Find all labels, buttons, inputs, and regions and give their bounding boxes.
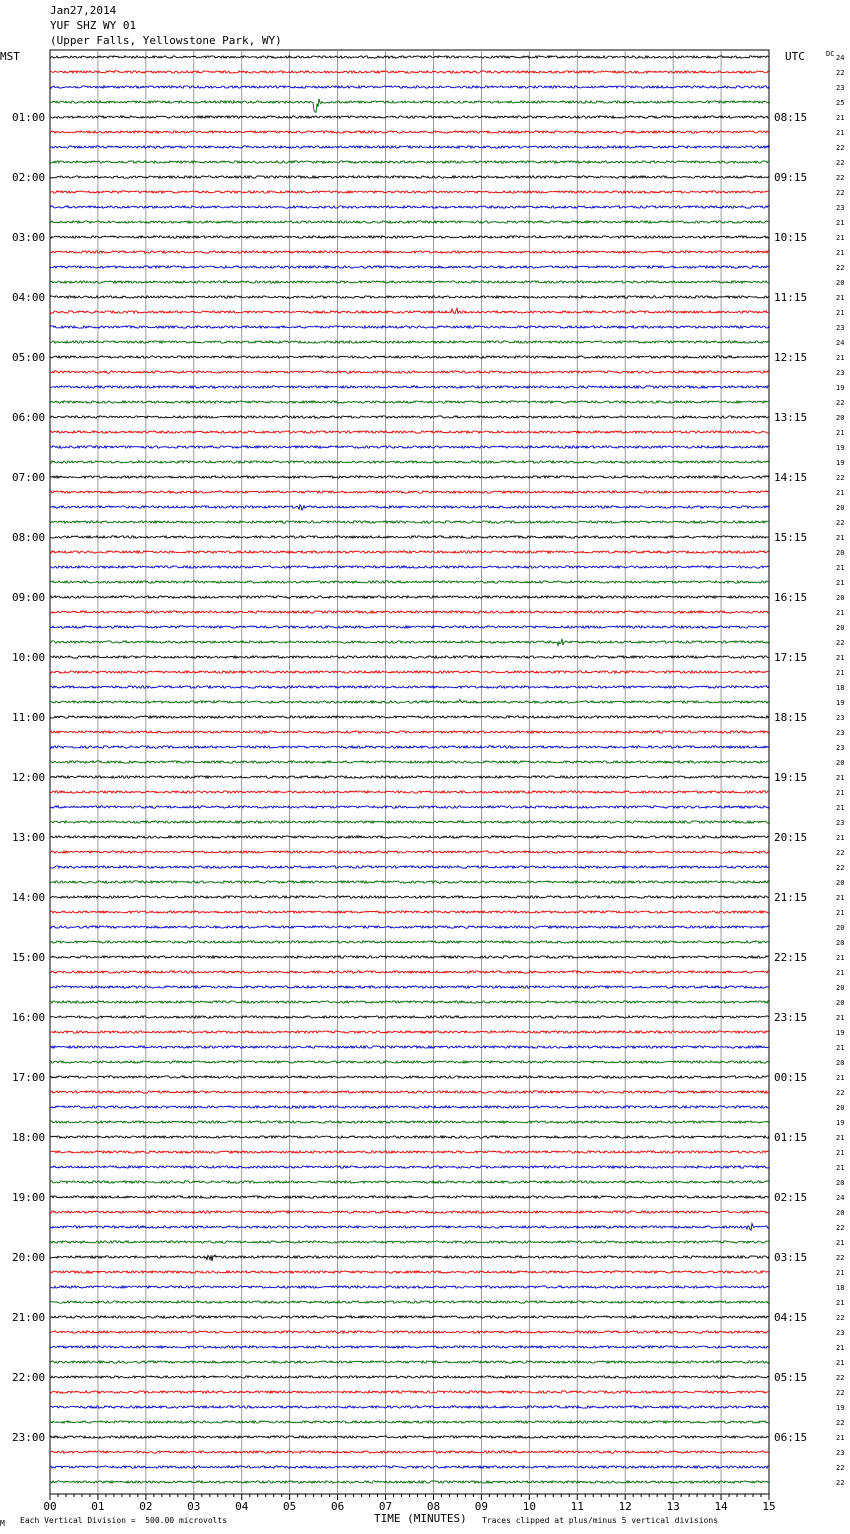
trace-row	[50, 881, 769, 883]
trace-row	[50, 626, 769, 628]
dc-value: 20	[836, 549, 845, 557]
dc-value: 20	[836, 624, 845, 632]
trace-row	[50, 176, 769, 178]
right-hour-label: 18:15	[774, 711, 808, 724]
trace-row	[50, 596, 769, 598]
left-hour-label: 17:00	[12, 1071, 46, 1084]
trace-row	[50, 146, 769, 148]
right-hour-label: 02:15	[774, 1191, 808, 1204]
dc-value: 20	[836, 984, 845, 992]
dc-value: 22	[836, 144, 845, 152]
trace-row	[50, 161, 769, 163]
left-hour-label: 11:00	[12, 711, 46, 724]
x-tick-label: 15	[762, 1500, 776, 1513]
right-hour-label: 15:15	[774, 531, 808, 544]
right-hour-label: 08:15	[774, 111, 808, 124]
trace-row	[50, 1481, 769, 1483]
dc-value: 22	[836, 519, 845, 527]
trace-row	[50, 401, 769, 403]
dc-value: 20	[836, 759, 845, 767]
dc-value: 24	[836, 1194, 845, 1202]
clip-note: Traces clipped at plus/minus 5 vertical divisions	[482, 1516, 719, 1525]
dc-value: 20	[836, 414, 845, 422]
dc-value: 21	[836, 1239, 845, 1247]
trace-row	[50, 266, 769, 268]
dc-value: 21	[836, 1074, 845, 1082]
dc-value: 19	[836, 444, 845, 452]
trace-row	[50, 461, 769, 463]
trace-row	[50, 731, 769, 733]
trace-row	[50, 1316, 769, 1318]
x-tick-label: 02	[139, 1500, 153, 1513]
dc-value: 20	[836, 939, 845, 947]
trace-row	[50, 1271, 769, 1273]
left-hour-label: 12:00	[12, 771, 46, 784]
trace-row	[50, 1301, 769, 1303]
trace-row	[50, 1436, 769, 1438]
trace-row	[50, 971, 769, 973]
trace-row	[50, 1181, 769, 1183]
x-tick-label: 06	[330, 1500, 345, 1513]
trace-row	[50, 116, 769, 118]
dc-value: 22	[836, 1224, 845, 1232]
dc-value: 22	[836, 189, 845, 197]
right-hour-label: 22:15	[774, 951, 808, 964]
trace-row	[50, 1421, 769, 1423]
x-tick-label: 11	[570, 1500, 584, 1513]
dc-value: 21	[836, 909, 845, 917]
trace-row	[50, 1196, 769, 1198]
scale-note: Each Vertical Division = 500.00 microvolts	[20, 1516, 228, 1525]
trace-row	[50, 296, 769, 298]
dc-value: 22	[836, 849, 845, 857]
trace-row	[50, 1361, 769, 1363]
trace-row	[50, 746, 769, 748]
dc-value: 21	[836, 249, 845, 257]
trace-row	[50, 1121, 769, 1123]
trace-row	[50, 851, 769, 853]
right-hour-label: 09:15	[774, 171, 808, 184]
trace-row	[50, 911, 769, 913]
x-tick-label: 03	[187, 1500, 201, 1513]
trace-row	[50, 1076, 769, 1078]
dc-value: 21	[836, 1164, 845, 1172]
trace-row	[50, 1255, 769, 1261]
trace-row	[50, 671, 769, 673]
trace-row	[50, 821, 769, 823]
dc-value: 20	[836, 594, 845, 602]
dc-value: 21	[836, 894, 845, 902]
dc-value: 20	[836, 504, 845, 512]
dc-value: 21	[836, 1344, 845, 1352]
trace-row	[50, 686, 769, 688]
right-hour-label: 13:15	[774, 411, 808, 424]
trace-row	[50, 791, 769, 793]
trace-row	[50, 716, 769, 718]
trace-row	[50, 1166, 769, 1168]
dc-value: 21	[836, 1149, 845, 1157]
left-hour-label: 04:00	[12, 291, 46, 304]
trace-row	[50, 356, 769, 358]
left-hour-label: 21:00	[12, 1311, 46, 1324]
dc-value: 21	[836, 1269, 845, 1277]
right-hour-label: 20:15	[774, 831, 808, 844]
left-hour-label: 02:00	[12, 171, 46, 184]
dc-value: 22	[836, 1254, 845, 1262]
trace-row	[50, 699, 769, 703]
dc-value: 19	[836, 384, 845, 392]
dc-value: 22	[836, 1389, 845, 1397]
trace-row	[50, 131, 769, 133]
dc-value: 24	[836, 339, 845, 347]
station-location: (Upper Falls, Yellowstone Park, WY)	[50, 34, 282, 47]
trace-row	[50, 536, 769, 538]
trace-row	[50, 236, 769, 238]
trace-row	[50, 896, 769, 898]
x-axis-title: TIME (MINUTES)	[374, 1512, 467, 1525]
dc-value: 20	[836, 1209, 845, 1217]
left-hour-label: 19:00	[12, 1191, 46, 1204]
dc-value: 21	[836, 114, 845, 122]
dc-value: 22	[836, 264, 845, 272]
x-tick-label: 10	[522, 1500, 536, 1513]
dc-value: 20	[836, 999, 845, 1007]
trace-row	[50, 1136, 769, 1138]
dc-value: 21	[836, 429, 845, 437]
trace-row	[50, 71, 769, 73]
left-hour-label: 06:00	[12, 411, 46, 424]
trace-row	[50, 1451, 769, 1453]
dc-value: 21	[836, 1014, 845, 1022]
trace-row	[50, 1391, 769, 1393]
x-tick-label: 01	[91, 1500, 105, 1513]
dc-value: 19	[836, 459, 845, 467]
dc-value: 19	[836, 699, 845, 707]
dc-value: 21	[836, 564, 845, 572]
trace-row	[50, 1091, 769, 1093]
trace-row	[50, 505, 769, 510]
dc-value: 23	[836, 84, 845, 92]
left-hour-label: 09:00	[12, 591, 46, 604]
trace-row	[50, 639, 769, 646]
dc-value: 21	[836, 969, 845, 977]
trace-row	[50, 1466, 769, 1468]
dc-value: 21	[836, 954, 845, 962]
right-hour-label: 23:15	[774, 1011, 808, 1024]
trace-row	[50, 341, 769, 343]
left-hour-label: 08:00	[12, 531, 46, 544]
dc-value: 21	[836, 789, 845, 797]
right-hour-label: 14:15	[774, 471, 808, 484]
trace-row	[50, 551, 769, 553]
x-tick-label: 09	[474, 1500, 489, 1513]
dc-value: 20	[836, 1059, 845, 1067]
left-hour-label: 22:00	[12, 1371, 46, 1384]
trace-row	[50, 281, 769, 283]
right-hour-label: 19:15	[774, 771, 808, 784]
trace-row	[50, 1046, 769, 1048]
trace-row	[50, 431, 769, 433]
left-hour-label: 03:00	[12, 231, 46, 244]
dc-value: 19	[836, 1119, 845, 1127]
trace-row	[50, 251, 769, 253]
right-hour-label: 05:15	[774, 1371, 808, 1384]
dc-value: 22	[836, 399, 845, 407]
dc-value: 24	[836, 54, 845, 62]
trace-row	[50, 761, 769, 763]
dc-value: 21	[836, 129, 845, 137]
trace-row	[50, 56, 769, 58]
dc-value: 21	[836, 1299, 845, 1307]
trace-row	[50, 656, 769, 658]
right-hour-label: 17:15	[774, 651, 808, 664]
dc-value: 23	[836, 204, 845, 212]
dc-value: 19	[836, 1029, 845, 1037]
right-hour-label: 00:15	[774, 1071, 808, 1084]
left-hour-label: 10:00	[12, 651, 46, 664]
trace-row	[50, 1211, 769, 1213]
trace-row	[50, 776, 769, 778]
dc-value: 22	[836, 474, 845, 482]
trace-row	[50, 1346, 769, 1348]
x-tick-label: 04	[235, 1500, 249, 1513]
trace-row	[50, 1331, 769, 1333]
trace-row	[50, 221, 769, 223]
trace-row	[50, 581, 769, 583]
dc-value: 22	[836, 69, 845, 77]
dc-value: 22	[836, 639, 845, 647]
dc-value: 20	[836, 1104, 845, 1112]
dc-value: 23	[836, 1329, 845, 1337]
plot-date: Jan27,2014	[50, 4, 117, 17]
x-tick-label: 08	[426, 1500, 441, 1513]
left-hour-label: 16:00	[12, 1011, 46, 1024]
dc-value: 22	[836, 159, 845, 167]
dc-value: 20	[836, 279, 845, 287]
dc-value: 21	[836, 579, 845, 587]
trace-row	[50, 308, 769, 313]
trace-row	[50, 446, 769, 448]
dc-value: 23	[836, 324, 845, 332]
trace-row	[50, 806, 769, 808]
right-hour-label: 16:15	[774, 591, 808, 604]
left-hour-label: 20:00	[12, 1251, 46, 1264]
dc-header-label: DC	[826, 50, 835, 58]
dc-value: 21	[836, 1044, 845, 1052]
left-hour-label: 14:00	[12, 891, 46, 904]
dc-value: 22	[836, 864, 845, 872]
dc-value: 22	[836, 1464, 845, 1472]
trace-row	[50, 86, 769, 88]
left-hour-label: 15:00	[12, 951, 46, 964]
x-tick-label: 13	[666, 1500, 680, 1513]
trace-row	[50, 326, 769, 328]
dc-value: 21	[836, 804, 845, 812]
trace-row	[50, 416, 769, 418]
trace-row	[50, 611, 769, 613]
trace-row	[50, 1151, 769, 1153]
left-hour-label: 23:00	[12, 1431, 46, 1444]
trace-row	[50, 1224, 769, 1231]
right-hour-label: 10:15	[774, 231, 808, 244]
right-hour-label: 11:15	[774, 291, 808, 304]
x-tick-label: 14	[714, 1500, 728, 1513]
dc-value: 21	[836, 1434, 845, 1442]
trace-row	[50, 191, 769, 193]
dc-value: 19	[836, 1404, 845, 1412]
trace-row	[50, 476, 769, 478]
right-timezone-label: UTC	[785, 50, 805, 63]
x-tick-label: 00	[43, 1500, 57, 1513]
dc-value: 22	[836, 174, 845, 182]
left-timezone-label: MST	[0, 50, 20, 63]
dc-value: 18	[836, 1284, 845, 1292]
dc-value: 23	[836, 1449, 845, 1457]
left-hour-label: 18:00	[12, 1131, 46, 1144]
dc-value: 20	[836, 1179, 845, 1187]
dc-value: 22	[836, 1314, 845, 1322]
left-hour-label: 05:00	[12, 351, 46, 364]
dc-value: 22	[836, 1479, 845, 1487]
trace-row	[50, 99, 769, 113]
station-code: YUF SHZ WY 01	[50, 19, 137, 32]
trace-row	[50, 866, 769, 868]
dc-value: 22	[836, 1089, 845, 1097]
dc-value: 23	[836, 729, 845, 737]
dc-value: 20	[836, 879, 845, 887]
trace-row	[50, 986, 769, 988]
left-hour-label: 07:00	[12, 471, 46, 484]
dc-value: 21	[836, 354, 845, 362]
dc-value: 18	[836, 684, 845, 692]
dc-value: 25	[836, 99, 845, 107]
trace-row	[50, 1061, 769, 1063]
right-hour-label: 03:15	[774, 1251, 808, 1264]
trace-row	[50, 1376, 769, 1378]
trace-row	[50, 1016, 769, 1018]
dc-value: 21	[836, 669, 845, 677]
trace-row	[50, 206, 769, 208]
right-hour-label: 01:15	[774, 1131, 808, 1144]
dc-value: 21	[836, 219, 845, 227]
dc-value: 21	[836, 834, 845, 842]
dc-value: 20	[836, 924, 845, 932]
x-tick-label: 12	[618, 1500, 632, 1513]
trace-row	[50, 1406, 769, 1408]
trace-row	[50, 956, 769, 958]
dc-value: 21	[836, 309, 845, 317]
trace-row	[50, 371, 769, 373]
x-tick-label: 05	[283, 1500, 297, 1513]
trace-row	[50, 491, 769, 493]
trace-row	[50, 1106, 769, 1108]
dc-value: 21	[836, 234, 845, 242]
dc-value: 22	[836, 1419, 845, 1427]
dc-value: 21	[836, 534, 845, 542]
dc-value: 23	[836, 369, 845, 377]
trace-row	[50, 1001, 769, 1003]
right-hour-label: 04:15	[774, 1311, 808, 1324]
trace-row	[50, 386, 769, 388]
left-hour-label: 13:00	[12, 831, 46, 844]
dc-value: 23	[836, 714, 845, 722]
right-hour-label: 12:15	[774, 351, 808, 364]
dc-value: 21	[836, 774, 845, 782]
right-hour-label: 21:15	[774, 891, 808, 904]
left-hour-label: 01:00	[12, 111, 46, 124]
trace-row	[50, 941, 769, 943]
dc-value: 21	[836, 1134, 845, 1142]
dc-value: 23	[836, 819, 845, 827]
dc-value: 22	[836, 1374, 845, 1382]
dc-value: 21	[836, 489, 845, 497]
trace-row	[50, 566, 769, 568]
trace-row	[50, 836, 769, 838]
dc-value: 21	[836, 294, 845, 302]
trace-row	[50, 926, 769, 928]
trace-row	[50, 1241, 769, 1243]
dc-value: 21	[836, 1359, 845, 1367]
dc-value: 23	[836, 744, 845, 752]
dc-value: 21	[836, 609, 845, 617]
trace-row	[50, 1031, 769, 1033]
x-tick-label: 07	[378, 1500, 393, 1513]
trace-row	[50, 521, 769, 523]
corner-mark: M	[0, 1519, 5, 1528]
trace-row	[50, 1286, 769, 1288]
dc-value: 21	[836, 654, 845, 662]
right-hour-label: 06:15	[774, 1431, 808, 1444]
